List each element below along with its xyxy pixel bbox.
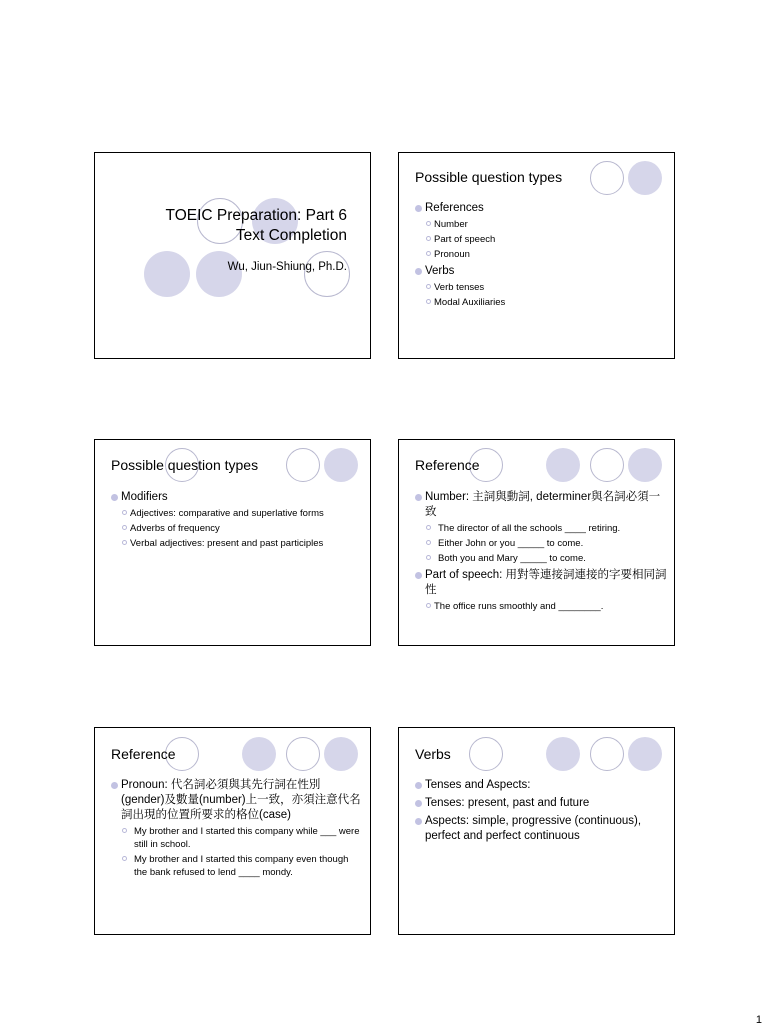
slide-1 <box>94 152 371 359</box>
list-item: Both you and Mary _____ to come. <box>425 552 667 565</box>
list-item: My brother and I started this company even though the bank refused to lend ____ mondy. <box>121 853 361 879</box>
decor-circle <box>628 448 662 482</box>
slide-2 <box>398 152 675 359</box>
list-item: Aspects: simple, progressive (continuous), perfect and perfect continuous <box>415 814 670 844</box>
list-item: The office runs smoothly and ________. <box>425 600 667 613</box>
slide-5 <box>94 727 371 935</box>
list-item: The director of all the schools ____ retiring. <box>425 522 667 535</box>
decor-circle <box>546 737 580 771</box>
list-item: Part of speech: 用對等連接詞連接的字要相同詞性 The office runs smoothly and ________. <box>415 568 667 613</box>
list-item: Tenses and Aspects: <box>415 778 670 793</box>
decor-circle <box>144 251 190 297</box>
slide-3 <box>94 439 371 646</box>
list-item: Adverbs of frequency <box>121 522 366 535</box>
slide-title: Possible question types <box>415 169 563 185</box>
bullet-list <box>111 490 366 553</box>
slide-4 <box>398 439 675 646</box>
list-item: Modifiers Adjectives: comparative and superlative forms Adverbs of frequency Verbal adjectives: present and past participles <box>111 490 366 550</box>
bullet-list <box>415 490 667 616</box>
slide-title: Possible question types <box>111 457 259 473</box>
decor-circle <box>304 251 350 297</box>
list-item: References Number Part of speech Pronoun <box>415 201 665 261</box>
list-item: Number <box>425 218 665 231</box>
bullet-list <box>415 778 670 847</box>
list-item: Tenses: present, past and future <box>415 796 670 811</box>
list-item: Pronoun <box>425 248 665 261</box>
decor-circle <box>242 737 276 771</box>
page-number: 1 <box>755 1014 762 1026</box>
list-item: Adjectives: comparative and superlative forms <box>121 507 366 520</box>
list-item: Either John or you _____ to come. <box>425 537 667 550</box>
decor-circle <box>196 251 242 297</box>
list-item: Verbal adjectives: present and past participles <box>121 537 366 550</box>
decor-circle <box>324 737 358 771</box>
decor-circle <box>286 448 320 482</box>
bullet-list <box>415 201 665 312</box>
list-item: Number: 主詞與動詞, determiner與名詞必須一致 The director of all the schools ____ retiring. Either John or you _____ to come. Both you and Mary _____ to come. <box>415 490 667 565</box>
slide-title: Reference <box>111 746 176 762</box>
decor-circle <box>590 448 624 482</box>
bullet-list <box>111 778 361 882</box>
decor-circle <box>324 448 358 482</box>
list-item: Modal Auxiliaries <box>425 296 665 309</box>
list-item: Verbs Verb tenses Modal Auxiliaries <box>415 264 665 309</box>
list-item: Verb tenses <box>425 281 665 294</box>
author: Wu, Jiun-Shiung, Ph.D. <box>227 261 347 273</box>
slide-title: Verbs <box>415 746 451 762</box>
decor-circle <box>628 161 662 195</box>
decor-circle <box>546 448 580 482</box>
decor-circle <box>590 737 624 771</box>
list-item: Pronoun: 代名詞必須與其先行詞在性別(gender)及數量(number)上一致，亦須注意代名詞出現的位置所要求的格位(case) My brother and I started this company while ___ were still in school. My brother and I started this company even though the bank refused to lend ____ mondy. <box>111 778 361 879</box>
list-item: Part of speech <box>425 233 665 246</box>
slide-6 <box>398 727 675 935</box>
slide-title: Reference <box>415 457 480 473</box>
decor-circle <box>469 737 503 771</box>
decor-circle <box>628 737 662 771</box>
list-item: My brother and I started this company while ___ were still in school. <box>121 825 361 851</box>
decor-circle <box>286 737 320 771</box>
slide-title: TOEIC Preparation: Part 6 Text Completion <box>165 207 347 244</box>
decor-circle <box>590 161 624 195</box>
